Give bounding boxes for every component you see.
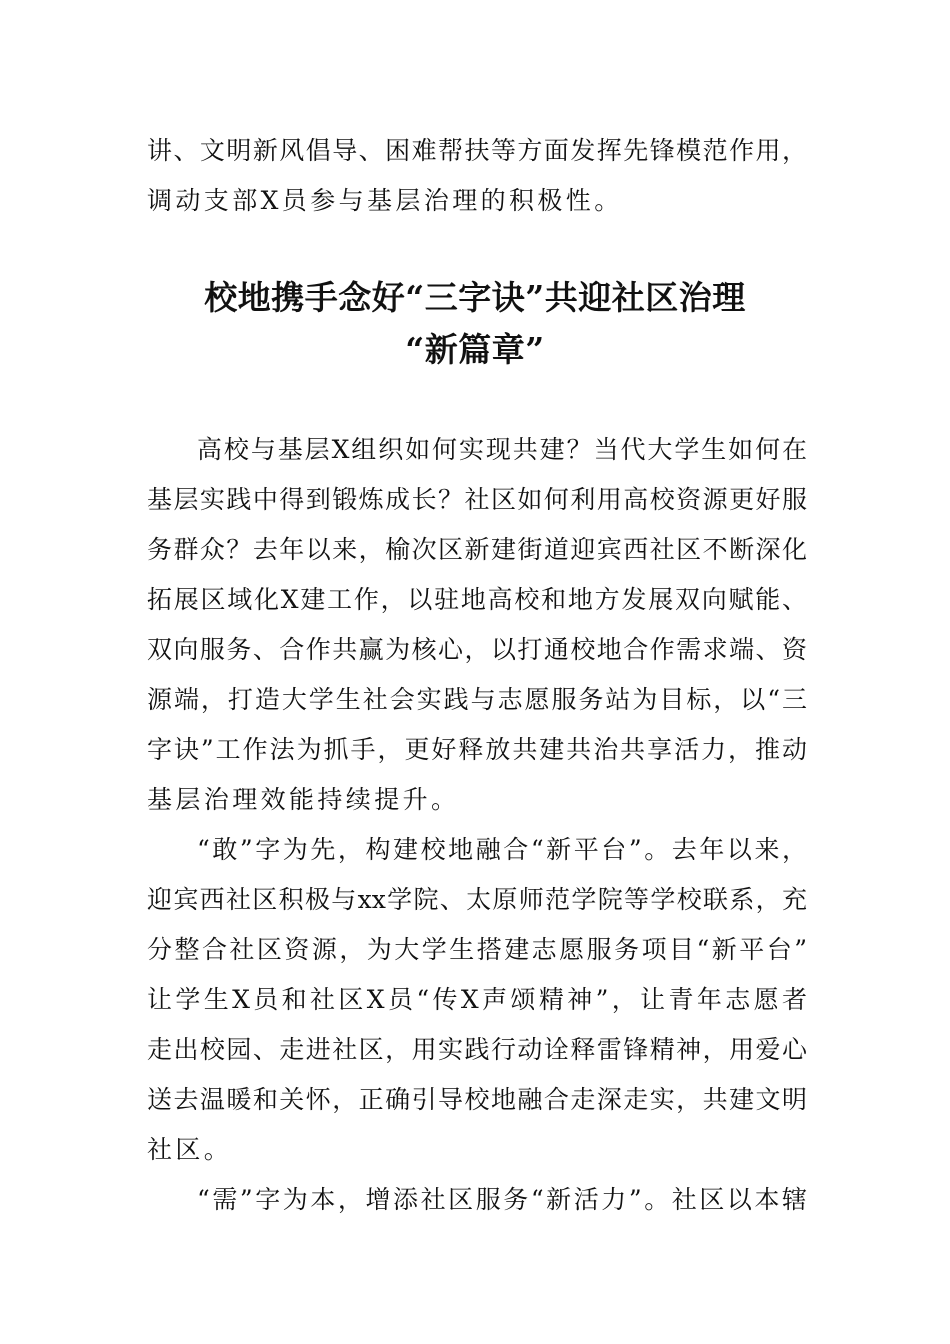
paragraph-line: “需”字为本，增添社区服务“新活力”。社区以本辖 (197, 1185, 807, 1214)
paragraph-line: 基层实践中得到锻炼成长？社区如何利用高校资源更好服 (147, 485, 807, 514)
paragraph-line: 源端，打造大学生社会实践与志愿服务站为目标，以“三 (147, 685, 807, 714)
paragraph-line: 走出校园、走进社区，用实践行动诠释雷锋精神，用爱心 (147, 1035, 807, 1064)
paragraph-line: 双向服务、合作共赢为核心，以打通校地合作需求端、资 (147, 635, 807, 664)
paragraph-line: 基层治理效能持续提升。 (147, 785, 460, 814)
paragraph-line: 务群众？去年以来，榆次区新建街道迎宾西社区不断深化 (147, 535, 807, 564)
paragraph-line: 字诀”工作法为抓手，更好释放共建共治共享活力，推动 (147, 735, 807, 764)
paragraph-line: 分整合社区资源，为大学生搭建志愿服务项目“新平台” (147, 935, 807, 964)
intro-line: 调动支部X员参与基层治理的积极性。 (147, 186, 623, 215)
article-title-continued: “新篇章” (405, 330, 545, 369)
intro-line: 讲、文明新风倡导、困难帮扶等方面发挥先锋模范作用， (147, 136, 807, 165)
paragraph-line: “敢”字为先，构建校地融合“新平台”。去年以来， (197, 835, 807, 864)
paragraph-line: 社区。 (147, 1135, 233, 1164)
paragraph-line: 让学生X员和社区X员“传X声颂精神”，让青年志愿者 (147, 985, 807, 1014)
paragraph-line: 拓展区域化X建工作，以驻地高校和地方发展双向赋能、 (147, 585, 807, 614)
paragraph-line: 高校与基层X组织如何实现共建？当代大学生如何在 (197, 435, 807, 464)
paragraph-line: 迎宾西社区积极与xx学院、太原师范学院等学校联系，充 (147, 885, 807, 914)
paragraph-line: 送去温暖和关怀，正确引导校地融合走深走实，共建文明 (147, 1085, 807, 1114)
article-title: 校地携手念好“三字诀”共迎社区治理 (204, 278, 746, 317)
